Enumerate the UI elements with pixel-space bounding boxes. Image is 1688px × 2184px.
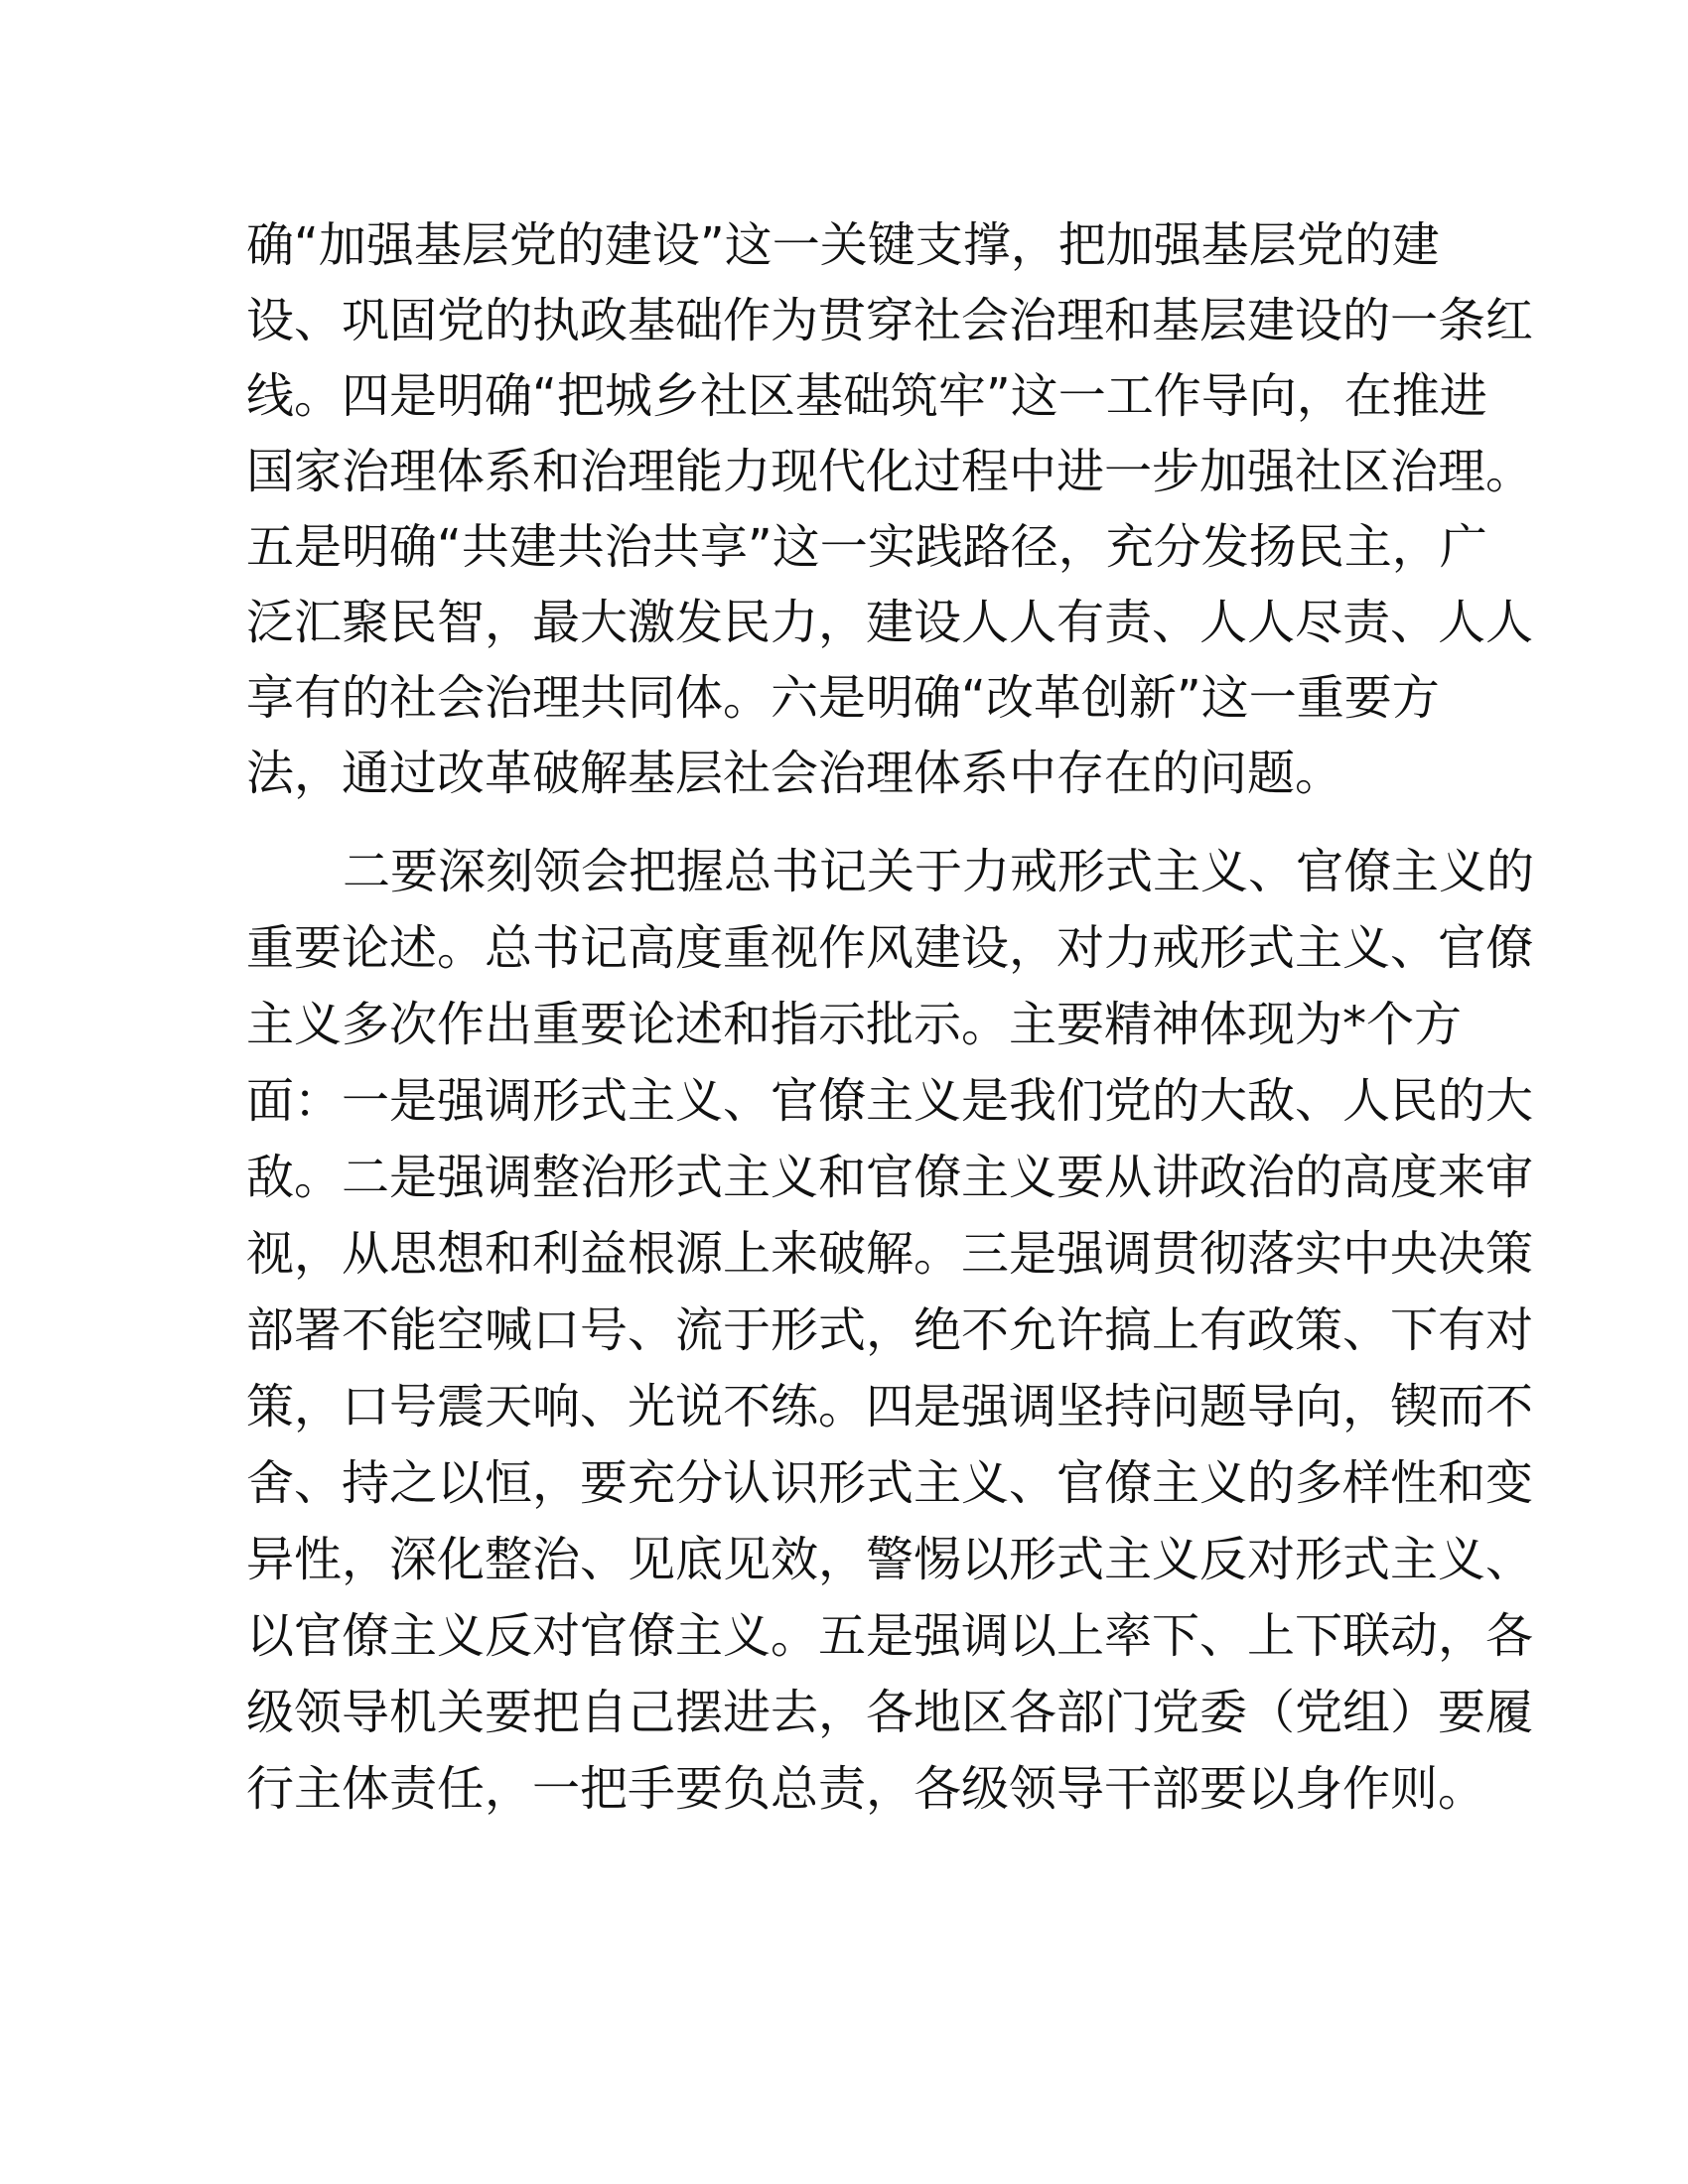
text-line: 主义多次作出重要论述和指示批示。主要精神体现为*个方 (246, 997, 1463, 1052)
text-line: 策，口号震天响、光说不练。四是强调坚持问题导向，锲而不 (246, 1379, 1534, 1434)
text-line: 二要深刻领会把握总书记关于力戒形式主义、官僚主义的 (343, 844, 1535, 899)
text-line: 线。四是明确“把城乡社区基础筑牢”这一工作导向，在推进 (246, 368, 1487, 424)
text-line: 设、巩固党的执政基础作为贯穿社会治理和基层建设的一条红 (246, 293, 1534, 348)
text-line: 面：一是强调形式主义、官僚主义是我们党的大敌、人民的大 (246, 1073, 1534, 1129)
text-line: 舍、持之以恒，要充分认识形式主义、官僚主义的多样性和变 (246, 1455, 1534, 1511)
text-line: 视，从思想和利益根源上来破解。三是强调贯彻落实中央决策 (246, 1226, 1534, 1282)
text-line: 国家治理体系和治理能力现代化过程中进一步加强社区治理。 (246, 444, 1534, 499)
text-line: 五是明确“共建共治共享”这一实践路径，充分发扬民主，广 (246, 519, 1487, 575)
text-line: 确“加强基层党的建设”这一关键支撑，把加强基层党的建 (246, 217, 1440, 273)
text-line: 级领导机关要把自己摆进去，各地区各部门党委（党组）要履 (246, 1685, 1534, 1740)
text-line: 部署不能空喊口号、流于形式，绝不允许搞上有政策、下有对 (246, 1302, 1534, 1358)
text-line: 行主体责任，一把手要负总责，各级领导干部要以身作则。 (246, 1761, 1486, 1817)
text-line: 重要论述。总书记高度重视作风建设，对力戒形式主义、官僚 (246, 920, 1534, 976)
text-line: 以官僚主义反对官僚主义。五是强调以上率下、上下联动，各 (246, 1608, 1534, 1664)
text-line: 法，通过改革破解基层社会治理体系中存在的问题。 (246, 746, 1343, 801)
text-line: 享有的社会治理共同体。六是明确“改革创新”这一重要方 (246, 670, 1440, 726)
text-line: 敌。二是强调整治形式主义和官僚主义要从讲政治的高度来审 (246, 1150, 1534, 1205)
text-line: 泛汇聚民智，最大激发民力，建设人人有责、人人尽责、人人 (246, 595, 1534, 650)
text-line: 异性，深化整治、见底见效，警惕以形式主义反对形式主义、 (246, 1532, 1534, 1587)
